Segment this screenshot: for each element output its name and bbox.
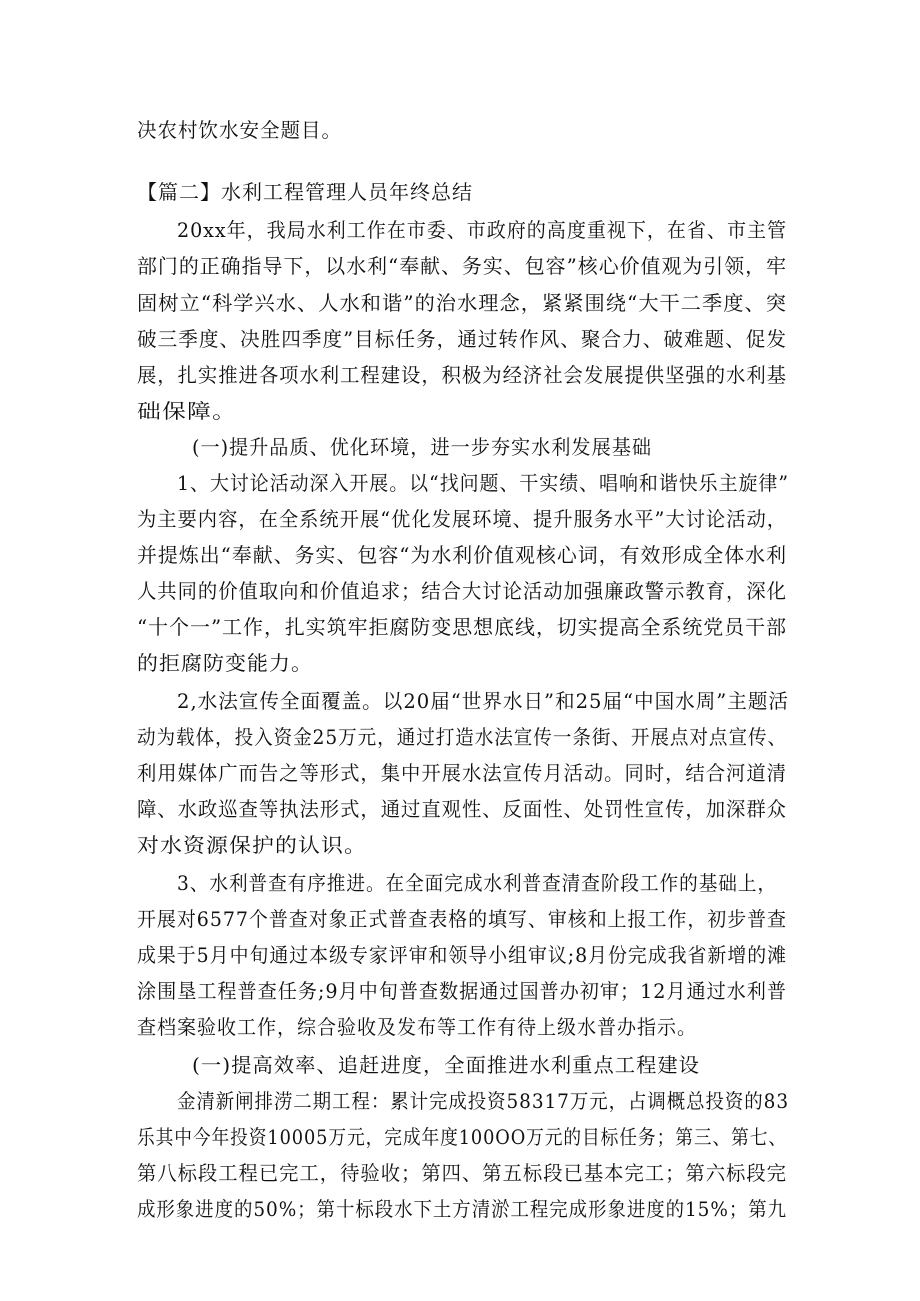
paragraph-line: 破三季度、决胜四季度”目标任务，通过转作风、聚合力、破难题、促发 bbox=[137, 327, 787, 351]
paragraph-line: 为主要内容，在全系统开展“优化发展环境、提升服务水平”大讨论活动， bbox=[137, 507, 787, 531]
paragraph-line: 的拒腐防变能力。 bbox=[137, 651, 313, 675]
paragraph-line: 固树立“科学兴水、人水和谐”的治水理念，紧紧围绕“大干二季度、突 bbox=[137, 291, 787, 315]
paragraph-line: 部门的正确指导下，以水利“奉献、务实、包容”核心价值观为引领，牢 bbox=[137, 254, 787, 278]
paragraph-line: 查档案验收工作，综合验收及发布等工作有待上级水普办指示。 bbox=[137, 1015, 697, 1039]
paragraph-line: 开展对6577个普查对象正式普查表格的填写、审核和上报工作，初步普查 bbox=[137, 907, 787, 931]
paragraph-line: “十个一”工作，扎实筑牢拒腐防变思想底线，切实提高全系统党员干部 bbox=[137, 615, 787, 639]
paragraph-line: 决农村饮水安全题目。 bbox=[137, 118, 342, 142]
paragraph-line: 利用媒体广而告之等形式，集中开展水法宣传月活动。同时，结合河道清 bbox=[137, 761, 787, 785]
paragraph-line: 1、大讨论活动深入开展。以“找问题、干实绩、唱响和谐快乐主旋律” bbox=[177, 471, 789, 495]
paragraph-line: 第八标段工程已完工，待验收；第四、第五标段已基本完工；第六标段完 bbox=[137, 1161, 787, 1185]
paragraph-line: 人共同的价值取向和价值追求；结合大讨论活动加强廉政警示教育，深化 bbox=[137, 579, 787, 603]
paragraph-line: 20xx年，我局水利工作在市委、市政府的高度重视下，在省、市主管 bbox=[177, 218, 787, 242]
paragraph-line: 础保障。 bbox=[137, 399, 237, 423]
paragraph-line: 成果于5月中旬通过本级专家评审和领导小组审议;8月份完成我省新增的滩 bbox=[137, 943, 787, 967]
paragraph-line: 动为载体，投入资金25万元，通过打造水法宣传一条街、开展点对点宣传、 bbox=[137, 725, 787, 749]
paragraph-line: 障、水政巡查等执法形式，通过直观性、反面性、处罚性宣传，加深群众 bbox=[137, 797, 787, 821]
subsection-heading: (一)提升品质、优化环境，进一步夯实水利发展基础 bbox=[192, 435, 652, 459]
section-heading: 【篇二】水利工程管理人员年终总结 bbox=[137, 180, 473, 204]
paragraph-line: 并提炼出“奉献、务实、包容“为水利价值观核心词，有效形成全体水利 bbox=[137, 543, 787, 567]
paragraph-line: 3、水利普查有序推进。在全面完成水利普查清查阶段工作的基础上， bbox=[177, 871, 777, 895]
paragraph-line: 对水资源保护的认识。 bbox=[137, 833, 367, 857]
paragraph-line: 成形象进度的50%；第十标段水下土方清淤工程完成形象进度的15%；第九 bbox=[137, 1197, 787, 1221]
paragraph-line: 乐其中今年投资10005万元，完成年度100OO万元的目标任务；第三、第七、 bbox=[137, 1125, 787, 1149]
paragraph-line: 展，扎实推进各项水利工程建设，积极为经济社会发展提供坚强的水利基 bbox=[137, 363, 787, 387]
subsection-heading: (一)提高效率、追赶进度，全面推进水利重点工程建设 bbox=[192, 1053, 700, 1077]
paragraph-line: 涂围垦工程普查任务;9月中旬普查数据通过国普办初审；12月通过水利普 bbox=[137, 979, 787, 1003]
paragraph-line: 金清新闸排涝二期工程：累计完成投资58317万元，占调概总投资的83 bbox=[177, 1089, 789, 1113]
paragraph-line: 2,水法宣传全面覆盖。以20届“世界水日”和25届“中国水周”主题活 bbox=[177, 689, 789, 713]
